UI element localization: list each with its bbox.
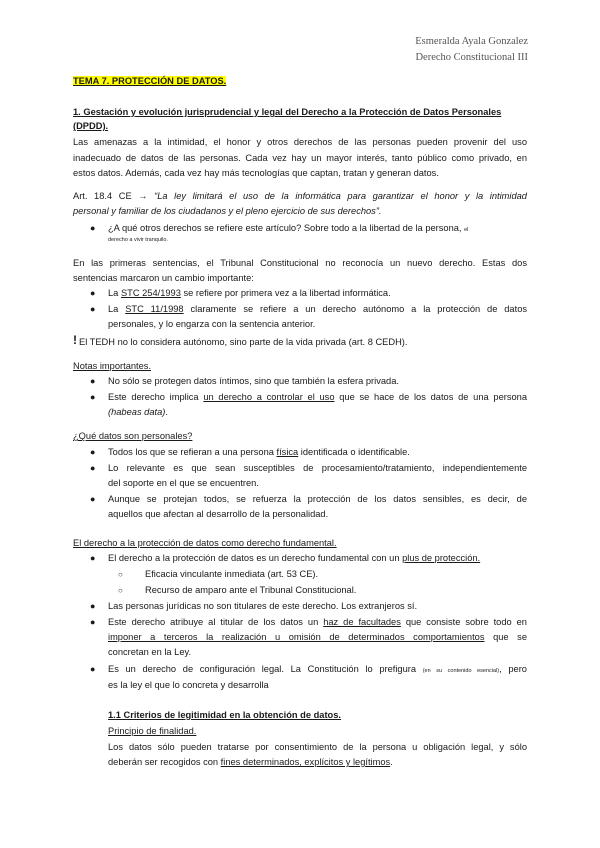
list-item: Este derecho atribuye al titular de los datos un haz de facultades que consiste sobre todo en — [108, 617, 527, 627]
list-item: El derecho a la protección de datos es un derecho fundamental con un plus de protección. — [108, 553, 481, 563]
bullet-icon: ● — [90, 447, 96, 457]
principle-heading: Principio de finalidad. — [108, 726, 197, 736]
paragraph: El TEDH no lo considera autónomo, sino parte de la vida privada (art. 8 CEDH). — [79, 337, 408, 347]
list-item-cont: concretan en la Ley. — [108, 647, 192, 657]
list-item-small: derecho a vivir tranquilo. — [108, 237, 168, 243]
list-item-cont: del soporte en el que se encuentren. — [108, 478, 259, 488]
list-item-cont: imponer a terceros la realización u omisión de determinados comportamientos que se — [108, 632, 528, 642]
list-item: Las personas jurídicas no son titulares de este derecho. Los extranjeros sí. — [108, 601, 418, 611]
bullet-icon: ● — [90, 617, 96, 627]
sub-list-item: Eficacia vinculante inmediata (art. 53 CE). — [145, 569, 319, 579]
bullet-icon: ● — [90, 304, 96, 314]
paragraph: estos datos. Además, cada vez hay más tecnologías que captan, tratan y generan datos. — [73, 168, 439, 178]
bullet-icon: ● — [90, 601, 96, 611]
bullet-icon: ● — [90, 223, 96, 233]
list-item-cont: es la ley el que lo concreta y desarrolla — [108, 680, 269, 690]
notas-heading: Notas importantes. — [73, 361, 152, 371]
list-item-cont: (habeas data). — [108, 407, 168, 417]
subsection-heading: 1.1 Criterios de legitimidad en la obtención de datos. — [108, 710, 341, 720]
bullet-icon: ● — [90, 376, 96, 386]
paragraph: En las primeras sentencias, el Tribunal Constitucional no reconocía un nuevo derecho. Estas dos — [73, 258, 527, 268]
bullet-icon: ● — [90, 664, 96, 674]
paragraph: Los datos sólo pueden tratarse por consentimiento de la persona u obligación legal, y sólo — [108, 742, 527, 752]
list-item: Este derecho implica un derecho a controlar el uso que se hace de los datos de una persona — [108, 392, 527, 402]
sub-bullet-icon: ○ — [118, 570, 123, 579]
bullet-icon: ● — [90, 392, 96, 402]
paragraph: sentencias marcaron un cambio importante: — [73, 273, 254, 283]
list-item: ¿A qué otros derechos se refiere este artículo? Sobre todo a la libertad de la persona, el — [108, 223, 469, 233]
stc-link[interactable]: STC 11/1998 — [125, 304, 184, 314]
list-item: La STC 254/1993 se refiere por primera vez a la libertad informática. — [108, 288, 391, 298]
header-author: Esmeralda Ayala Gonzalez — [415, 36, 528, 47]
paragraph: deberán ser recogidos con fines determinados, explícitos y legítimos. — [108, 757, 393, 767]
page-title: TEMA 7. PROTECCIÓN DE DATOS. — [73, 76, 227, 86]
article-quote-cont: personal y familiar de los ciudadanos y el pleno ejercicio de sus derechos”. — [73, 206, 382, 216]
exclamation-icon: ! — [73, 333, 77, 347]
section-1-heading-cont: (DPDD). — [73, 121, 109, 131]
bullet-icon: ● — [90, 494, 96, 504]
list-item: La STC 11/1998 claramente se refiere a un derecho autónomo a la protección de datos — [108, 304, 528, 314]
sub-list-item: Recurso de amparo ante el Tribunal Constitucional. — [145, 585, 357, 595]
header-subject: Derecho Constitucional III — [415, 52, 528, 63]
bullet-icon: ● — [90, 288, 96, 298]
list-item: No sólo se protegen datos íntimos, sino que también la esfera privada. — [108, 376, 399, 386]
bullet-icon: ● — [90, 463, 96, 473]
stc-link[interactable]: STC 254/1993 — [120, 288, 181, 298]
list-item-cont: personales, y lo engarza con la sentencia anterior. — [108, 319, 316, 329]
paragraph: inadecuado de datos de las personas. Cada vez hay un mayor interés, tanto público como privado, en — [73, 153, 527, 163]
list-item: Todos los que se refieran a una persona física identificada o identificable. — [108, 447, 410, 457]
section-1-heading: 1. Gestación y evolución jurisprudencial y legal del Derecho a la Protección de Datos Personales — [73, 107, 502, 117]
personales-heading: ¿Qué datos son personales? — [73, 431, 193, 441]
list-item: Es un derecho de configuración legal. La Constitución lo prefigura (en su contenido esencial), pero — [108, 664, 527, 674]
list-item-cont: aquellos que afectan al desarrollo de la personalidad. — [108, 509, 329, 519]
sub-bullet-icon: ○ — [118, 586, 123, 595]
list-item: Lo relevante es que sean susceptibles de procesamiento/tratamiento, independientemente — [108, 463, 527, 473]
article-quote: Art. 18.4 CE → “La ley limitará el uso de la informática para garantizar el honor y la intimidad — [73, 191, 527, 201]
fundamental-heading: El derecho a la protección de datos como derecho fundamental. — [73, 538, 337, 548]
paragraph: Las amenazas a la intimidad, el honor y otros derechos de las personas pueden provenir del uso — [73, 137, 527, 147]
list-item: Aunque se protejan todos, se refuerza la protección de los datos sensibles, es decir, de — [108, 494, 527, 504]
bullet-icon: ● — [90, 553, 96, 563]
